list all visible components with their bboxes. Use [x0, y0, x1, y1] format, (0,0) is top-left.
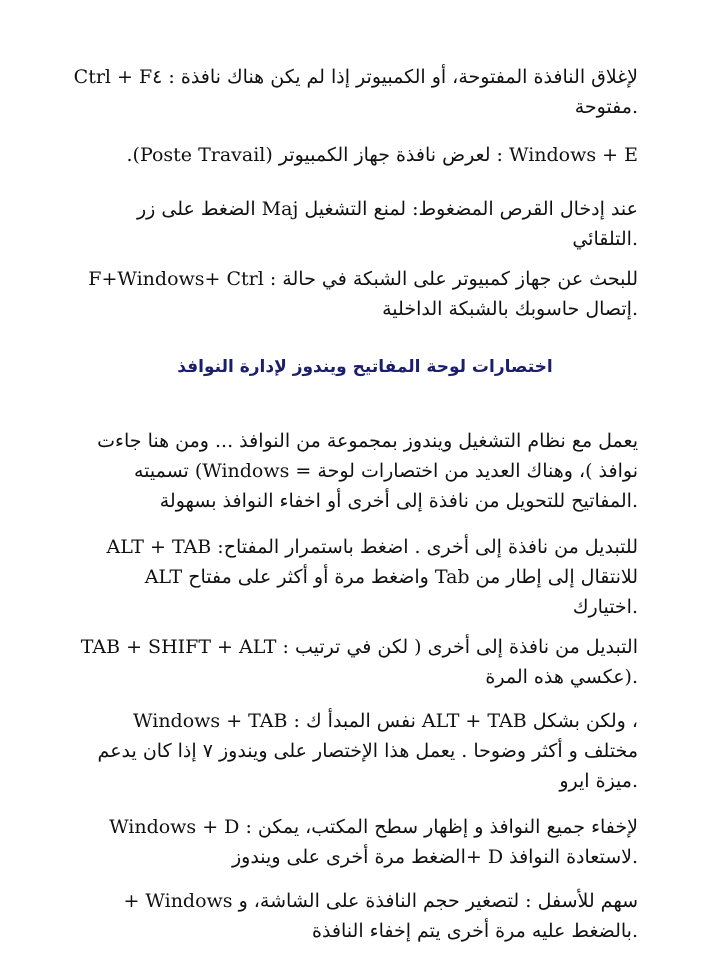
paragraph-line: .إتصال حاسوبك بالشبكة الداخلية — [382, 298, 638, 320]
paragraph-line: التبديل من نافذة إلى أخرى ( لكن في ترتيب : TAB + SHIFT + ALT — [80, 636, 638, 658]
paragraph-line: للانتقال إلى إطار من Tab واضغط مرة أو أكثر على مفتاح ALT — [144, 566, 638, 588]
paragraph-network-search — [88, 264, 638, 324]
paragraph-line: عند إدخال القرص المضغوط: لمنع التشغيل Maj الضغط على زر — [136, 198, 638, 220]
paragraph-windows-tab — [92, 706, 638, 796]
paragraph-line: لإخفاء جميع النوافذ و إظهار سطح المكتب، يمكن : Windows + D — [109, 816, 638, 838]
paragraph-line: .مفتوحة — [574, 96, 638, 118]
paragraph-line: .المفاتيح للتحويل من نافذة إلى أخرى أو اخفاء النوافذ بسهولة — [159, 490, 638, 512]
paragraph-open-computer — [92, 140, 638, 170]
paragraph-line: للتبديل من نافذة إلى أخرى . اضغط باستمرار المفتاح: ALT + TAB — [106, 536, 638, 558]
paragraph-windows-down — [92, 886, 638, 946]
paragraph-disable-autoplay — [92, 194, 638, 254]
section-heading: اختصارات لوحة المفاتيح ويندوز لإدارة النوافذ — [177, 357, 553, 377]
paragraph-line: مختلف و أكثر وضوحا . يعمل هذا الإختصار على ويندوز ٧ إذا كان يدعم — [97, 740, 638, 762]
paragraph-close-window — [73, 62, 638, 122]
paragraph-line: يعمل مع نظام التشغيل ويندوز بمجموعة من النوافذ ... ومن هنا جاءت — [97, 430, 638, 452]
paragraph-alt-tab — [92, 532, 638, 622]
paragraph-line: Windows + E : لعرض نافذة جهاز الكمبيوتر (Poste Travail). — [126, 144, 638, 166]
paragraph-line: سهم للأسفل : لتصغير حجم النافذة على الشاشة، و Windows + — [123, 890, 638, 912]
paragraph-line: .ميزة ايرو — [559, 770, 638, 792]
paragraph-line: ، ولكن بشكل ALT + TAB نفس المبدأ ك : Windows + TAB — [133, 710, 638, 732]
paragraph-line: نوافذ )، وهناك العديد من اختصارات لوحة = Windows) تسميته — [133, 460, 638, 482]
paragraph-windows-intro — [92, 426, 638, 516]
paragraph-line: .(عكسي هذه المرة — [485, 666, 638, 688]
paragraph-line: .بالضغط عليه مرة أخرى يتم إخفاء النافذة — [312, 920, 638, 942]
paragraph-line: .التلقائي — [572, 228, 638, 250]
paragraph-line: .اختيارك — [572, 596, 638, 618]
paragraph-line: للبحث عن جهاز كمبيوتر على الشبكة في حالة : F+Windows+ Ctrl — [88, 268, 638, 290]
paragraph-windows-d — [92, 812, 638, 872]
paragraph-line: .لاستعادة النوافذ D +الضغط مرة أخرى على ويندوز — [231, 846, 638, 868]
paragraph-line: لإغلاق النافذة المفتوحة، أو الكمبيوتر إذا لم يكن هناك نافذة : Ctrl + F٤ — [73, 66, 638, 88]
paragraph-shift-alt-tab — [80, 632, 638, 692]
